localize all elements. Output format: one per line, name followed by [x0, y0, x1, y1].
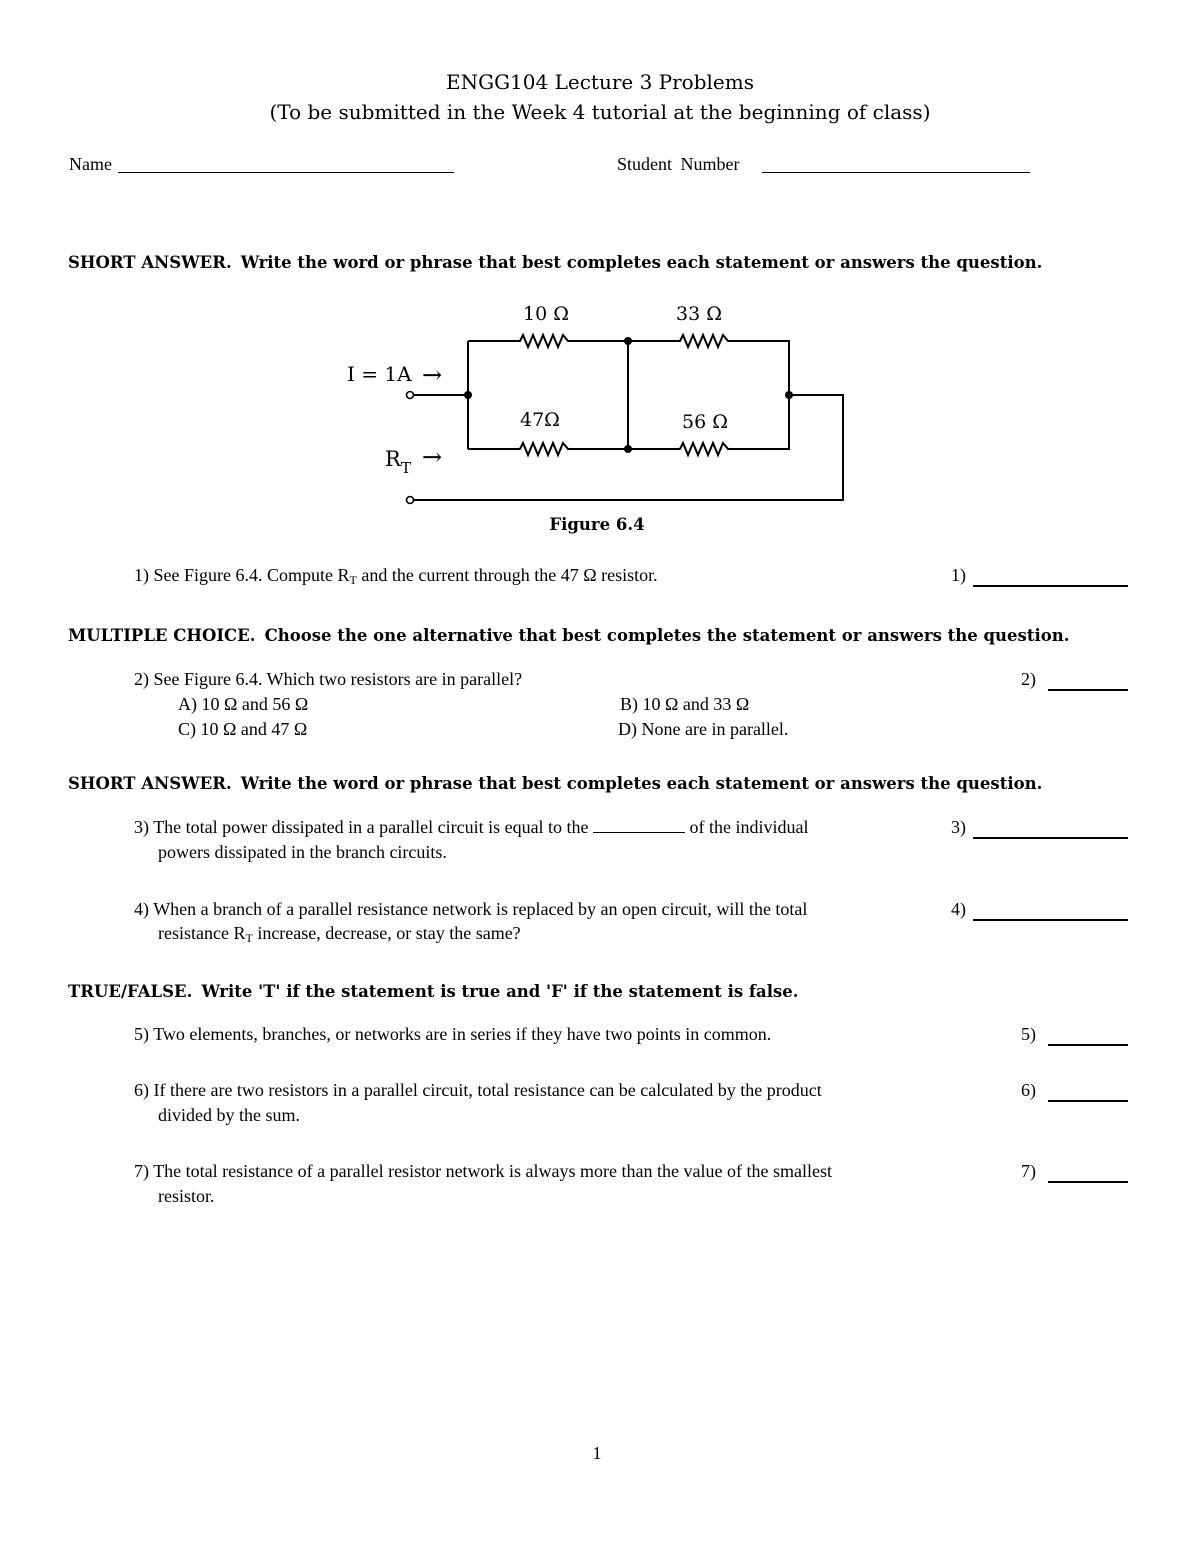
circuit-diagram — [340, 290, 860, 515]
answer-5-number: 5) — [1021, 1024, 1036, 1044]
section-short-answer-1 — [68, 253, 1042, 272]
section-multiple-choice — [68, 626, 1069, 645]
question-4: 4) When a branch of a parallel resistance network is replaced by an open circuit, will the total — [134, 899, 808, 919]
answer-2-number: 2) — [1021, 669, 1036, 689]
question-6: 6) If there are two resistors in a parallel circuit, total resistance can be calculated by the product — [134, 1080, 822, 1100]
rt-label: R — [385, 447, 401, 471]
section-short-answer-2 — [68, 774, 1042, 793]
resistor-label-33: 33 Ω — [676, 303, 722, 325]
answer-6-number: 6) — [1021, 1080, 1036, 1100]
rt-arrow-icon: → — [422, 443, 443, 471]
section-instruction: Write the word or phrase that best completes each statement or answers the question. — [240, 253, 1043, 272]
name-label: Name — [69, 154, 112, 174]
question-7: 7) The total resistance of a parallel resistor network is always more than the value of the smallest — [134, 1161, 832, 1181]
answer-4-number: 4) — [951, 899, 966, 919]
option-b[interactable]: B) 10 Ω and 33 Ω — [620, 694, 750, 714]
answer-6-field[interactable] — [1048, 1100, 1128, 1102]
section-heading: SHORT ANSWER. — [68, 253, 232, 272]
question-7-line-2: resistor. — [158, 1186, 215, 1206]
student-number-field[interactable] — [762, 172, 1030, 173]
rt-subscript: T — [401, 459, 412, 477]
node — [785, 391, 793, 399]
name-field[interactable] — [118, 172, 454, 173]
blank-field[interactable] — [593, 818, 685, 833]
answer-7-field[interactable] — [1048, 1181, 1128, 1183]
answer-7-number: 7) — [1021, 1161, 1036, 1181]
answer-1-field[interactable] — [973, 585, 1128, 587]
section-instruction: Choose the one alternative that best completes the statement or answers the question. — [264, 626, 1070, 645]
answer-1-number: 1) — [951, 565, 966, 585]
question-2: 2) See Figure 6.4. Which two resistors are in parallel? — [134, 669, 523, 689]
question-1: 1) See Figure 6.4. Compute $R_T$ and the current through the 47 Ω resistor. — [134, 565, 658, 587]
page-subtitle: (To be submitted in the Week 4 tutorial at the beginning of class) — [269, 100, 931, 124]
current-arrow-icon: → — [422, 361, 443, 389]
option-a[interactable]: A) 10 Ω and 56 Ω — [178, 694, 309, 714]
question-3-line-2: powers dissipated in the branch circuits. — [158, 842, 447, 862]
option-d[interactable]: D) None are in parallel. — [618, 719, 789, 739]
answer-2-field[interactable] — [1048, 689, 1128, 691]
terminal-bottom — [407, 497, 414, 504]
question-4-line-2: resistance $R_T$ increase, decrease, or stay the same? — [158, 923, 521, 945]
page-number: 1 — [592, 1443, 602, 1463]
section-heading: MULTIPLE CHOICE. — [68, 626, 256, 645]
answer-3-number: 3) — [951, 817, 966, 837]
option-c[interactable]: C) 10 Ω and 47 Ω — [178, 719, 308, 739]
node — [464, 391, 472, 399]
current-label: I = 1A — [347, 362, 412, 386]
student-number-label: Student Number — [617, 154, 740, 174]
answer-5-field[interactable] — [1048, 1044, 1128, 1046]
figure-caption: Figure 6.4 — [549, 515, 645, 534]
answer-4-field[interactable] — [973, 919, 1128, 921]
section-heading: SHORT ANSWER. — [68, 774, 232, 793]
section-instruction: Write the word or phrase that best completes each statement or answers the question. — [240, 774, 1043, 793]
question-3: 3) The total power dissipated in a parallel circuit is equal to the of the individual — [134, 817, 809, 837]
answer-3-field[interactable] — [973, 837, 1128, 839]
node — [624, 445, 632, 453]
resistor-label-56: 56 Ω — [682, 411, 728, 433]
resistor-label-47: 47Ω — [520, 409, 560, 431]
resistor-label-10: 10 Ω — [523, 303, 569, 325]
section-instruction: Write 'T' if the statement is true and 'F' if the statement is false. — [201, 982, 799, 1001]
node — [624, 337, 632, 345]
terminal-top — [407, 392, 414, 399]
question-6-line-2: divided by the sum. — [158, 1105, 300, 1125]
page-title: ENGG104 Lecture 3 Problems — [446, 70, 754, 94]
section-heading: TRUE/FALSE. — [68, 982, 193, 1001]
question-5: 5) Two elements, branches, or networks are in series if they have two points in common. — [134, 1024, 772, 1044]
section-true-false — [68, 982, 799, 1001]
